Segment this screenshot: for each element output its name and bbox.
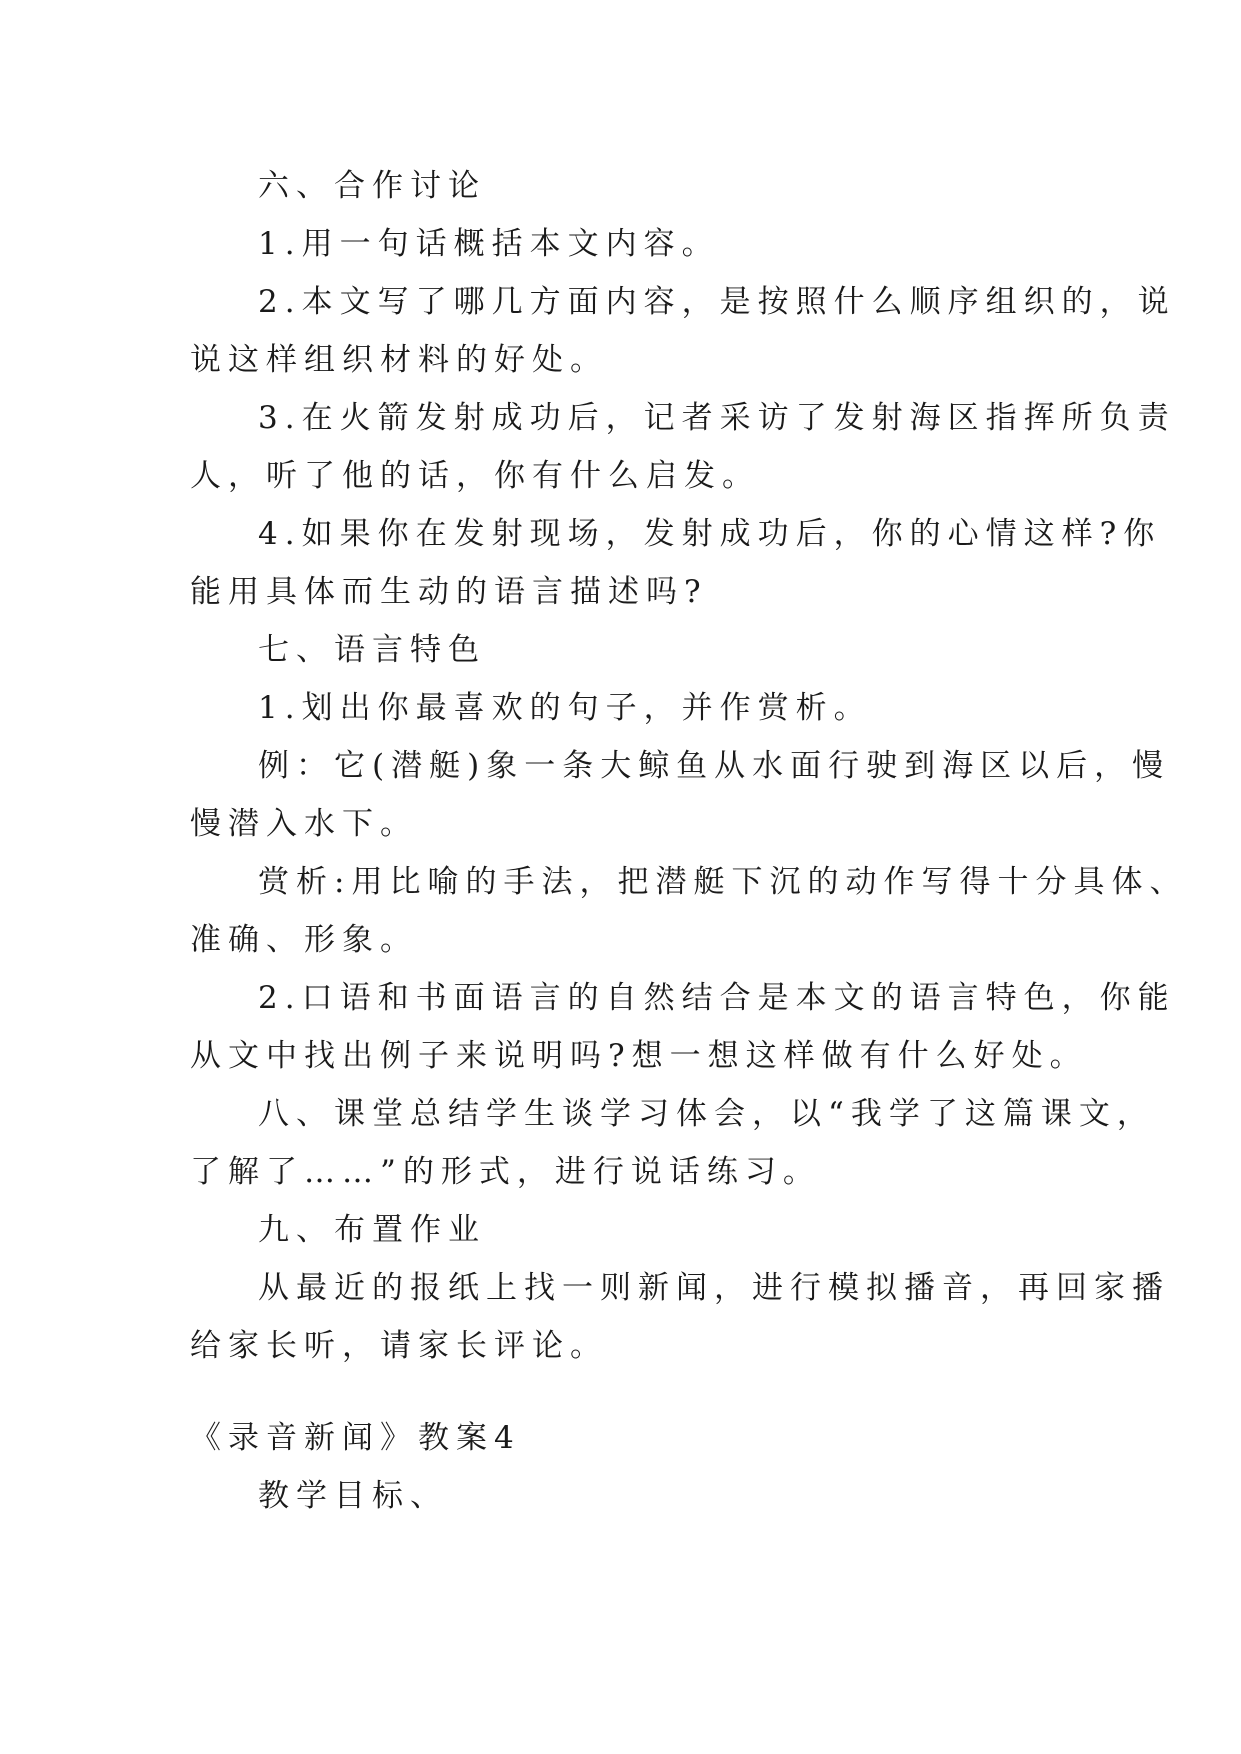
paragraph-line: 能用具体而生动的语言描述吗?	[190, 574, 708, 610]
section-heading-summary: 八、课堂总结学生谈学习体会，以“我学了这篇课文，	[258, 1096, 1155, 1132]
paragraph-line: 准确、形象。	[190, 922, 418, 958]
paragraph-line: 给家长听，请家长评论。	[190, 1328, 608, 1364]
paragraph-line: 人，听了他的话，你有什么启发。	[190, 458, 760, 494]
paragraph-line: 4.如果你在发射现场，发射成功后，你的心情这样?你	[258, 516, 1162, 552]
paragraph-line: 3.在火箭发射成功后，记者采访了发射海区指挥所负责	[258, 400, 1176, 436]
paragraph-line: 了解了……”的形式，进行说话练习。	[190, 1154, 821, 1190]
paragraph-line: 例：它(潜艇)象一条大鲸鱼从水面行驶到海区以后，慢	[258, 748, 1171, 784]
paragraph-line: 慢潜入水下。	[190, 806, 418, 842]
lesson-plan-title: 《录音新闻》教案4	[190, 1420, 521, 1456]
section-heading-homework: 九、布置作业	[258, 1212, 486, 1248]
paragraph-line: 1.划出你最喜欢的句子，并作赏析。	[258, 690, 872, 726]
paragraph-line: 说这样组织材料的好处。	[190, 342, 608, 378]
section-heading-discussion: 六、合作讨论	[258, 168, 486, 204]
paragraph-line: 从最近的报纸上找一则新闻，进行模拟播音，再回家播	[258, 1270, 1170, 1306]
paragraph-line: 2.本文写了哪几方面内容，是按照什么顺序组织的，说	[258, 284, 1176, 320]
section-heading-objectives: 教学目标、	[258, 1478, 448, 1514]
paragraph-line: 从文中找出例子来说明吗?想一想这样做有什么好处。	[190, 1038, 1088, 1074]
paragraph-line: 赏析:用比喻的手法，把潜艇下沉的动作写得十分具体、	[258, 864, 1188, 900]
paragraph-line: 1.用一句话概括本文内容。	[258, 226, 720, 262]
paragraph-line: 2.口语和书面语言的自然结合是本文的语言特色，你能	[258, 980, 1176, 1016]
section-heading-language: 七、语言特色	[258, 632, 486, 668]
